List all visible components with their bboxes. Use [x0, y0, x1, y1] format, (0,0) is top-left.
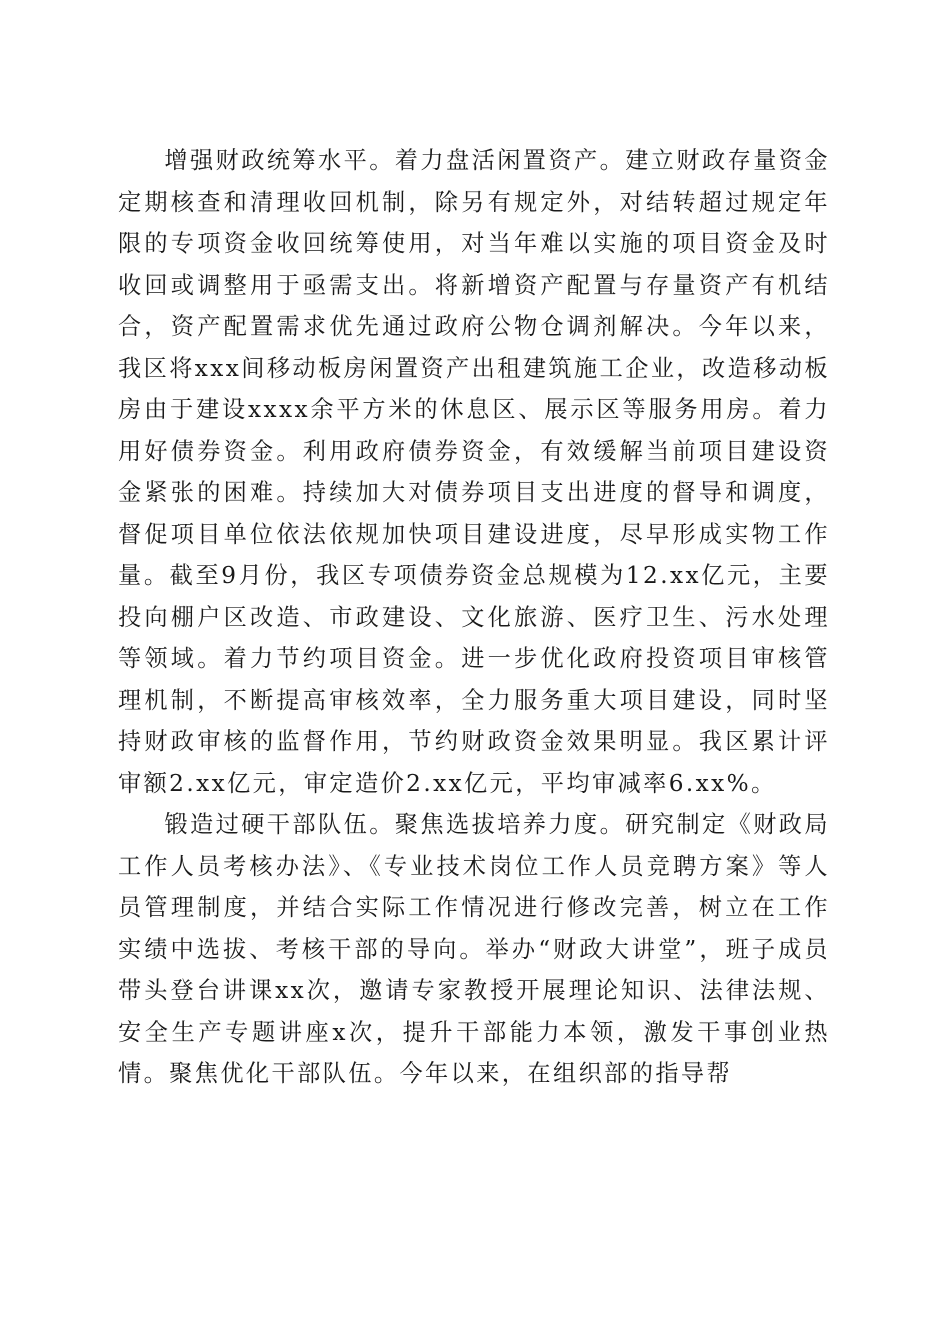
paragraph-fiscal-coordination: 增强财政统筹水平。着力盘活闲置资产。建立财政存量资金定期核查和清理收回机制，除另有规定外，对结转超过规定年限的专项资金收回统筹使用，对当年难以实施的项目资金及时收回或调整用于亟需支出。将新增资产配置与存量资产有机结合，资产配置需求优先通过政府公物仓调剂解决。今年以来，我区将xxx间移动板房闲置资产出租建筑施工企业，改造移动板房由于建设xxxx余平方米的休息区、展示区等服务用房。着力用好债券资金。利用政府债券资金，有效缓解当前项目建设资金紧张的困难。持续加大对债券项目支出进度的督导和调度，督促项目单位依法依规加快项目建设进度，尽早形成实物工作量。截至9月份，我区专项债券资金总规模为12.xx亿元，主要投向棚户区改造、市政建设、文化旅游、医疗卫生、污水处理等领域。着力节约项目资金。进一步优化政府投资项目审核管理机制，不断提高审核效率，全力服务重大项目建设，同时坚持财政审核的监督作用，节约财政资金效果明显。我区累计评审额2.xx亿元，审定造价2.xx亿元，平均审减率6.xx%。 — [118, 147, 830, 797]
document-body — [118, 140, 830, 1095]
paragraph-cadre-team: 锻造过硬干部队伍。聚焦选拔培养力度。研究制定《财政局工作人员考核办法》、《专业技术岗位工作人员竞聘方案》等人员管理制度，并结合实际工作情况进行修改完善，树立在工作实绩中选拔、考核干部的导向。举办“财政大讲堂”，班子成员带头登台讲课xx次，邀请专家教授开展理论知识、法律法规、安全生产专题讲座x次，提升干部能力本领，激发干事创业热情。聚焦优化干部队伍。今年以来，在组织部的指导帮 — [118, 811, 830, 1087]
